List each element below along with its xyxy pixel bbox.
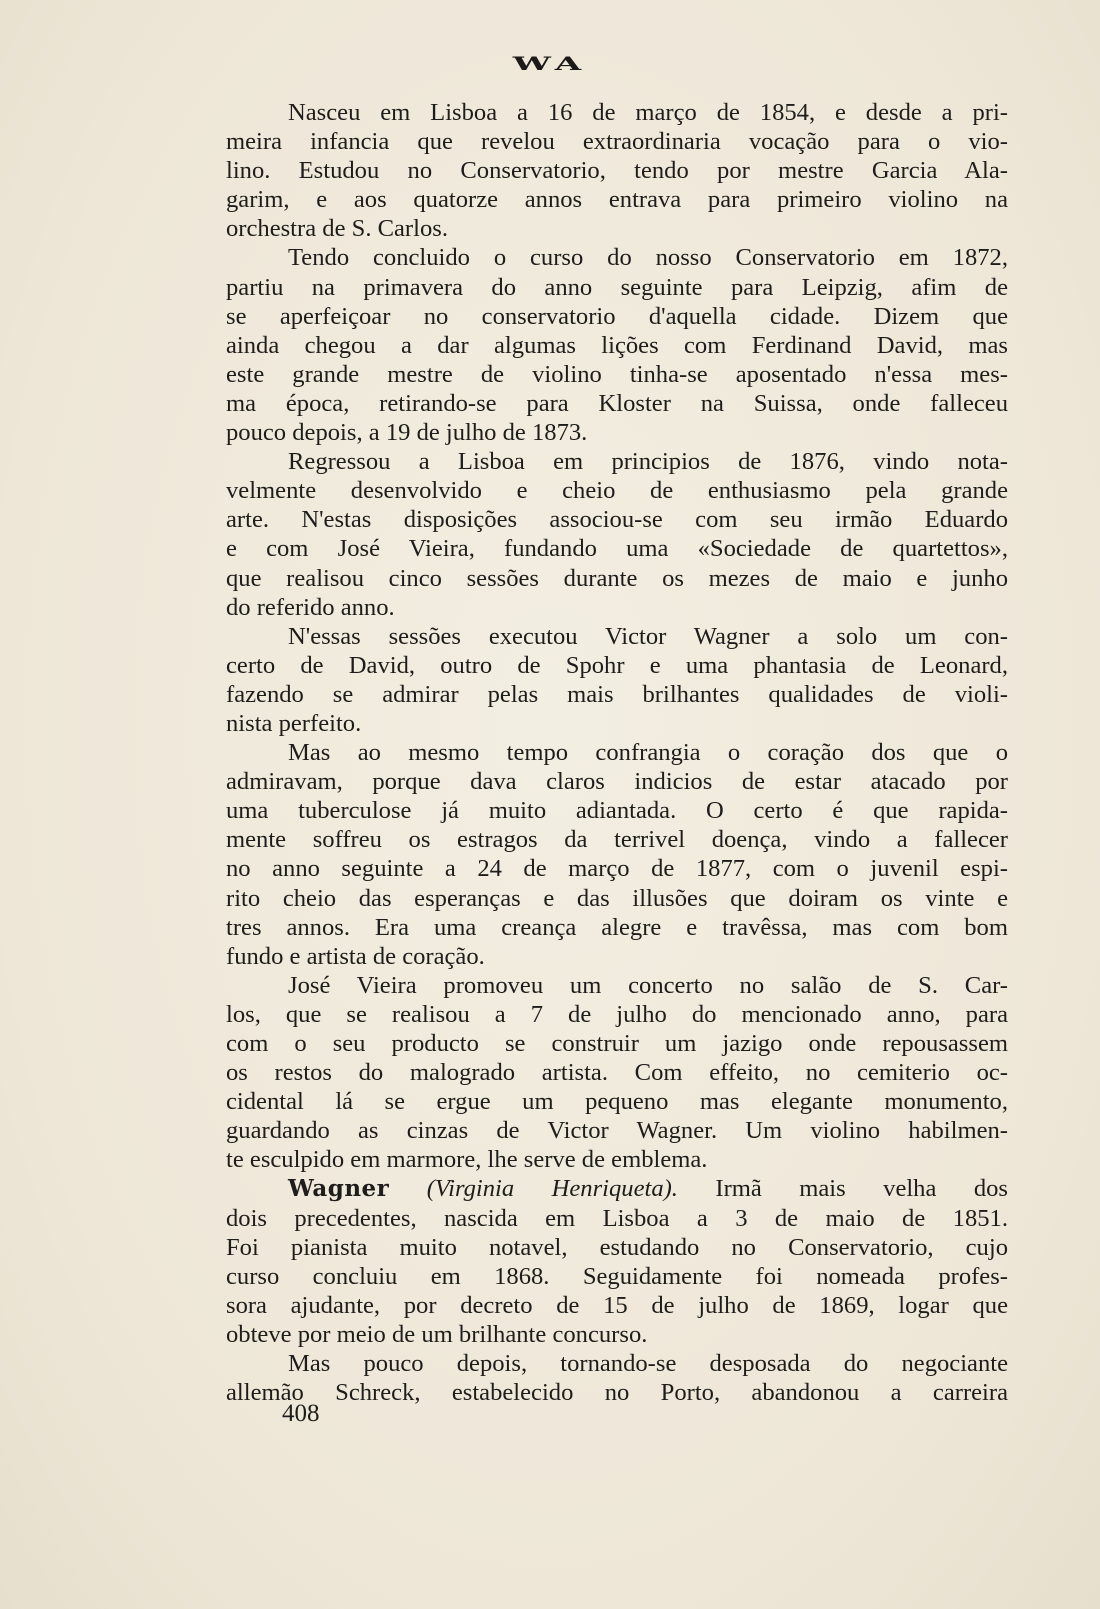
text-line: Foi pianista muito notavel, estudando no Conservatorio, cujo	[226, 1233, 1008, 1261]
text-line: Nasceu em Lisboa a 16 de março de 1854, e desde a pri-	[288, 99, 1008, 126]
text-line: mente soffreu os estragos da terrivel doença, vindo a fallecer	[226, 826, 1008, 854]
text-line: arte. N'estas disposições associou-se com seu irmão Eduardo	[226, 506, 1008, 534]
text-line: partiu na primavera do anno seguinte para Leipzig, afim de	[226, 273, 1008, 301]
text-line: fundo e artista de coração.	[226, 942, 485, 970]
text-line: admiravam, porque dava claros indicios de estar atacado por	[226, 768, 1008, 796]
running-head	[0, 44, 1100, 84]
running-head-text: WA	[512, 53, 588, 75]
paragraph	[226, 1349, 1008, 1407]
paragraph	[226, 243, 1008, 447]
text-line: meira infancia que revelou extraordinaria vocação para o vio-	[226, 128, 1008, 156]
text-line: Tendo concluido o curso do nosso Conservatorio em 1872,	[288, 244, 1008, 272]
text-line: lino. Estudou no Conservatorio, tendo por mestre Garcia Ala-	[226, 157, 1008, 185]
text-line: certo de David, outro de Spohr e uma phantasia de Leonard,	[226, 651, 1008, 679]
text-line: cidental lá se ergue um pequeno mas elegante monumento,	[226, 1088, 1008, 1116]
text-line: dois precedentes, nascida em Lisboa a 3 de maio de 1851.	[226, 1204, 1008, 1232]
text-line: se aperfeiçoar no conservatorio d'aquella cidade. Dizem que	[226, 302, 1008, 330]
text-line: e com José Vieira, fundando uma «Sociedade de quartettos»,	[226, 535, 1008, 563]
text-line: allemão Schreck, estabelecido no Porto, abandonou a carreira	[226, 1379, 1008, 1407]
paragraph	[226, 971, 1008, 1175]
text-line: tres annos. Era uma creança alegre e travêssa, mas com bom	[226, 913, 1008, 941]
paragraph	[226, 447, 1008, 622]
text-line: velmente desenvolvido e cheio de enthusiasmo pela grande	[226, 477, 1008, 505]
text-line: com o seu producto se construir um jazigo onde repousassem	[226, 1030, 1008, 1057]
text-line: uma tuberculose já muito adiantada. O certo é que rapida-	[226, 797, 1008, 825]
paragraph	[226, 98, 1008, 243]
text-line: garim, e aos quatorze annos entrava para primeiro violino na	[226, 186, 1008, 214]
text-line: que realisou cinco sessões durante os mezes de maio e junho	[226, 564, 1008, 592]
text-line: os restos do malogrado artista. Com effeito, no cemiterio oc-	[226, 1059, 1008, 1087]
paragraph	[226, 738, 1008, 971]
text-line: ainda chegou a dar algumas lições com Ferdinand David, mas	[226, 331, 1008, 359]
text-line: José Vieira promoveu um concerto no salão de S. Car-	[288, 971, 1008, 999]
entry-headword: Wagner	[288, 1175, 390, 1203]
text-line: los, que se realisou a 7 de julho do mencionado anno, para	[226, 1000, 1008, 1028]
page-number: 408	[282, 1400, 320, 1427]
text-line: pouco depois, a 19 de julho de 1873.	[226, 419, 588, 447]
text-line: nista perfeito.	[226, 709, 362, 737]
entry-first-line-text: Irmã mais velha dos	[715, 1175, 1008, 1203]
text-line: guardando as cinzas de Victor Wagner. Um violino habilmen-	[226, 1117, 1008, 1145]
text-line: te esculpido em marmore, lhe serve de emblema.	[226, 1146, 708, 1174]
text-line: fazendo se admirar pelas mais brilhantes qualidades de violi-	[226, 680, 1008, 708]
paragraph	[226, 622, 1008, 738]
text-line: do referido anno.	[226, 593, 395, 621]
entry-first-line	[226, 1174, 1008, 1203]
text-line: curso concluiu em 1868. Seguidamente foi nomeada profes-	[226, 1262, 1008, 1290]
text-line: Mas ao mesmo tempo confrangia o coração dos que o	[288, 739, 1008, 767]
text-line: Regressou a Lisboa em principios de 1876, vindo nota-	[288, 448, 1008, 476]
text-line: ma época, retirando-se para Kloster na Suissa, onde falleceu	[226, 389, 1008, 417]
text-line: obteve por meio de um brilhante concurso.	[226, 1320, 648, 1348]
text-line: no anno seguinte a 24 de março de 1877, com o juvenil espi-	[226, 855, 1008, 883]
text-line: sora ajudante, por decreto de 15 de julho de 1869, logar que	[226, 1291, 1008, 1319]
text-line: rito cheio das esperanças e das illusões que doiram os vinte e	[226, 884, 1008, 912]
text-line: este grande mestre de violino tinha-se aposentado n'essa mes-	[226, 360, 1008, 388]
dictionary-entry	[226, 1174, 1008, 1349]
body-text	[226, 98, 1008, 1407]
text-line: N'essas sessões executou Victor Wagner a solo um con-	[288, 622, 1008, 650]
entry-qualifier: (Virginia Henriqueta).	[426, 1175, 678, 1203]
text-line: orchestra de S. Carlos.	[226, 215, 448, 243]
text-line: Mas pouco depois, tornando-se desposada do negociante	[288, 1350, 1008, 1378]
